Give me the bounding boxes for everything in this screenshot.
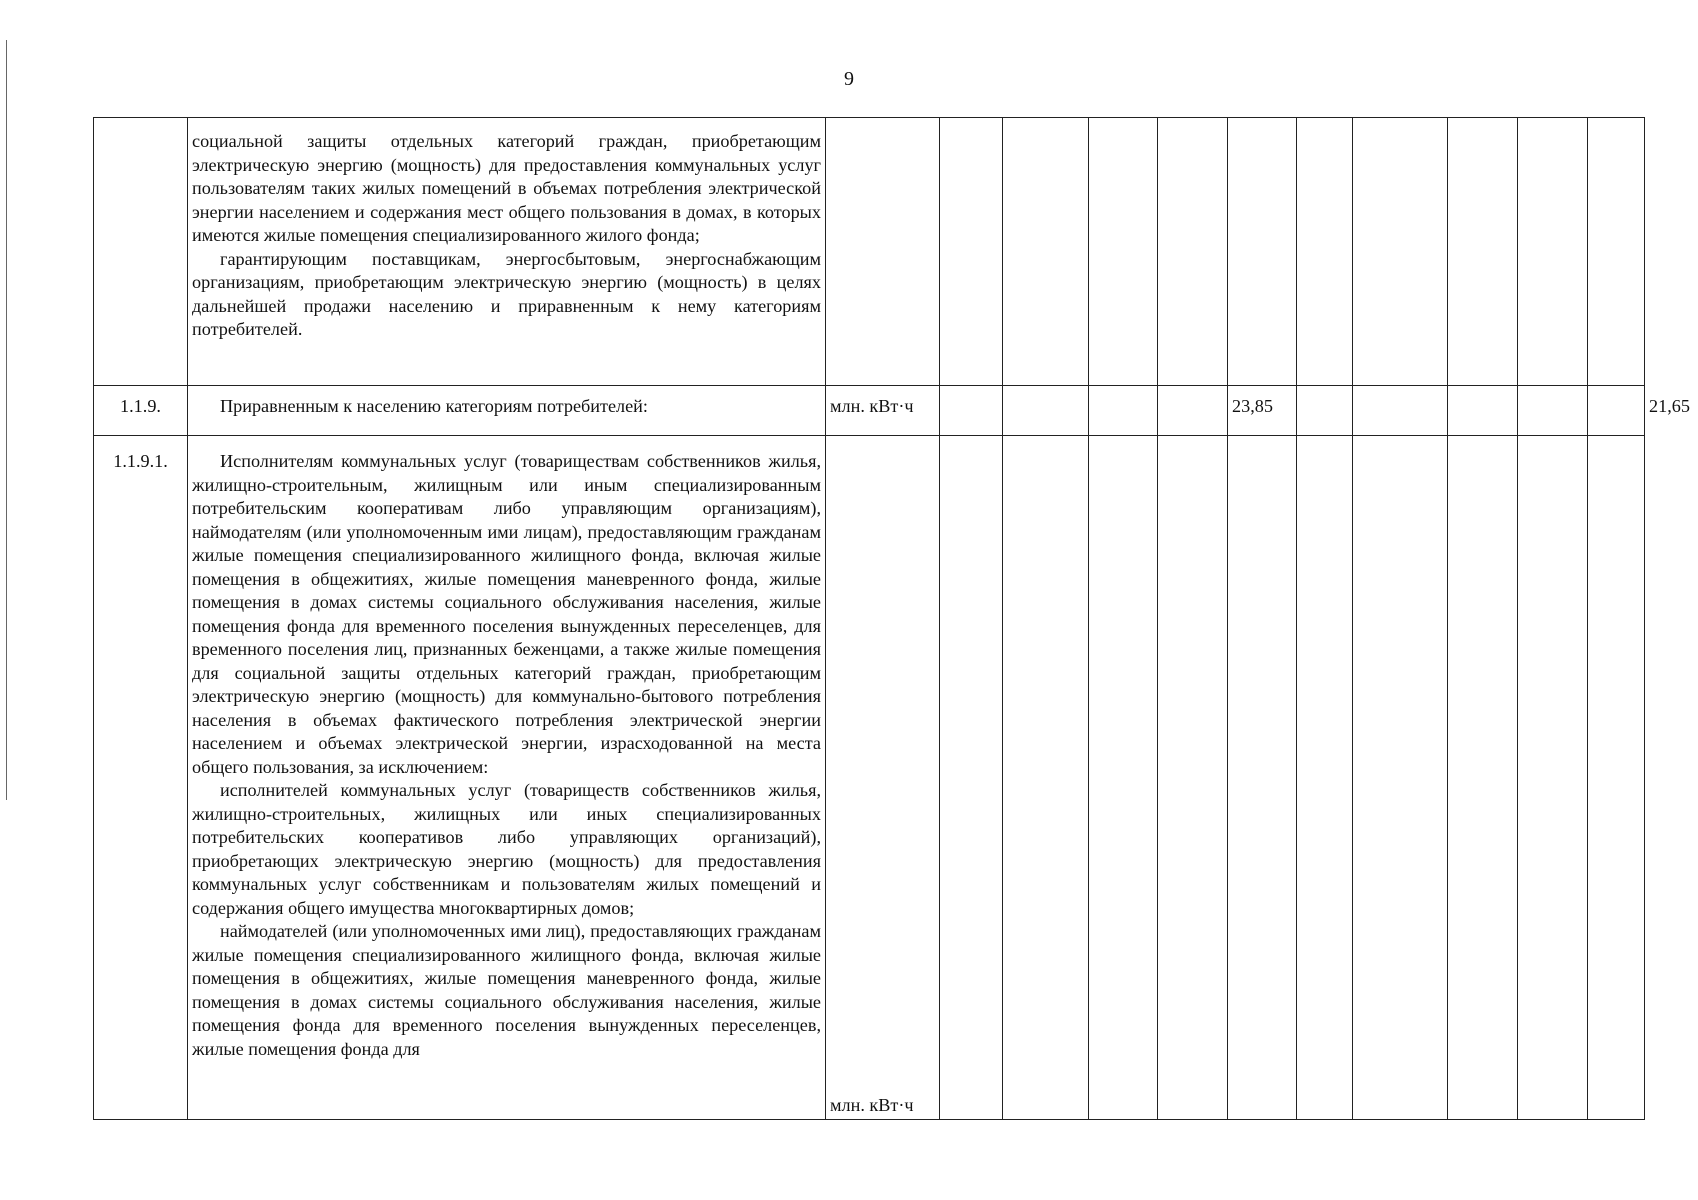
value-cell xyxy=(1588,436,1645,1120)
table-row: 1.1.9. Приравненным к населению категориям потребителей: млн. кВт·ч 23,85 21,65 xyxy=(94,386,1645,436)
row-number-cell: 1.1.9.1. xyxy=(94,436,188,1120)
unit-cell: млн. кВт·ч xyxy=(826,436,940,1120)
row-number-cell xyxy=(94,118,188,386)
value-cell xyxy=(1003,436,1089,1120)
value-cell xyxy=(1003,386,1089,436)
value-cell xyxy=(940,386,1003,436)
value-cell xyxy=(1297,386,1353,436)
value-cell xyxy=(1228,436,1297,1120)
value-cell xyxy=(1448,436,1518,1120)
value-cell xyxy=(1353,118,1448,386)
value-cell xyxy=(1089,436,1158,1120)
value-cell xyxy=(1089,118,1158,386)
value-cell xyxy=(1448,386,1518,436)
description-paragraph: исполнителей коммунальных услуг (товариществ собственников жилья, жилищно-строительных, жилищных или иных специализированных потребительских кооперативов либо управляющих организаций), приобретающих электрическую энергию (мощность) для предоставления коммунальных услуг собственникам и пользователям жилых помещений и содержания общего имущества многоквартирных домов; xyxy=(192,780,821,918)
table-row xyxy=(94,118,1645,386)
value-cell xyxy=(1448,118,1518,386)
value-cell xyxy=(1518,386,1588,436)
tariff-table xyxy=(93,117,1690,1120)
description-paragraph: наймодателей (или уполномоченных ими лиц), предоставляющих гражданам жилые помещения специализированного жилищного фонда, включая жилые помещения в общежитиях, жилые помещения маневренного фонда, жилые помещения в домах системы социального обслуживания населения, жилые помещения фонда для временного поселения вынужденных переселенцев, жилые помещения фонда для xyxy=(192,921,821,1059)
description-paragraph: социальной защиты отдельных категорий граждан, приобретающим электрическую энергию (мощность) для предоставления коммунальных услуг пользователям таких жилых помещений в объемах потребления электрической энергии населением и содержания мест общего пользования в домах, в которых имеются жилые помещения специализированного жилого фонда; xyxy=(192,131,821,245)
value-cell xyxy=(1353,386,1448,436)
value-cell xyxy=(1228,118,1297,386)
value-cell xyxy=(1518,118,1588,386)
value-cell xyxy=(1588,118,1645,386)
value-cell: 23,85 xyxy=(1228,386,1297,436)
page-number: 9 xyxy=(844,68,854,90)
row-description-cell: Приравненным к населению категориям потребителей: xyxy=(188,386,826,436)
value-cell xyxy=(1297,436,1353,1120)
row-description-cell xyxy=(188,118,826,386)
value-cell xyxy=(1353,436,1448,1120)
description-paragraph: гарантирующим поставщикам, энергосбытовым, энергоснабжающим организациям, приобретающим электрическую энергию (мощность) в целях дальнейшей продажи населению и приравненным к нему категориям потребителей. xyxy=(192,248,821,339)
value-cell xyxy=(1588,386,1645,436)
value-cell xyxy=(1297,118,1353,386)
value-cell xyxy=(1158,436,1228,1120)
value-cell xyxy=(940,436,1003,1120)
unit-cell xyxy=(826,118,940,386)
value-cell xyxy=(1158,386,1228,436)
value-cell xyxy=(940,118,1003,386)
table-row xyxy=(94,436,1645,1120)
scan-edge-line xyxy=(6,40,7,800)
description-paragraph: Исполнителям коммунальных услуг (товариществам собственников жилья, жилищно-строительным, жилищным или иным специализированным потребительским кооперативам либо управляющим организациям), наймодателям (или уполномоченным ими лицам), предоставляющим гражданам жилые помещения специализированного жилищного фонда, включая жилые помещения в общежитиях, жилые помещения маневренного фонда, жилые помещения в домах системы социального обслуживания населения, жилые помещения фонда для временного поселения вынужденных переселенцев, для временного поселения лиц, признанных беженцами, а также жилые помещения для социальной защиты отдельных категорий граждан, приобретающим электрическую энергию (мощность) для коммунально-бытового потребления населения в объемах фактического потребления электрической энергии населением и объемах электрической энергии, израсходованной на места общего пользования, за исключением: xyxy=(192,451,821,777)
row-number-cell: 1.1.9. xyxy=(94,386,188,436)
value-cell xyxy=(1158,118,1228,386)
value-cell xyxy=(1003,118,1089,386)
unit-cell: млн. кВт·ч xyxy=(826,386,940,436)
value-cell xyxy=(1518,436,1588,1120)
value-cell xyxy=(1089,386,1158,436)
row-description-cell xyxy=(188,436,826,1120)
